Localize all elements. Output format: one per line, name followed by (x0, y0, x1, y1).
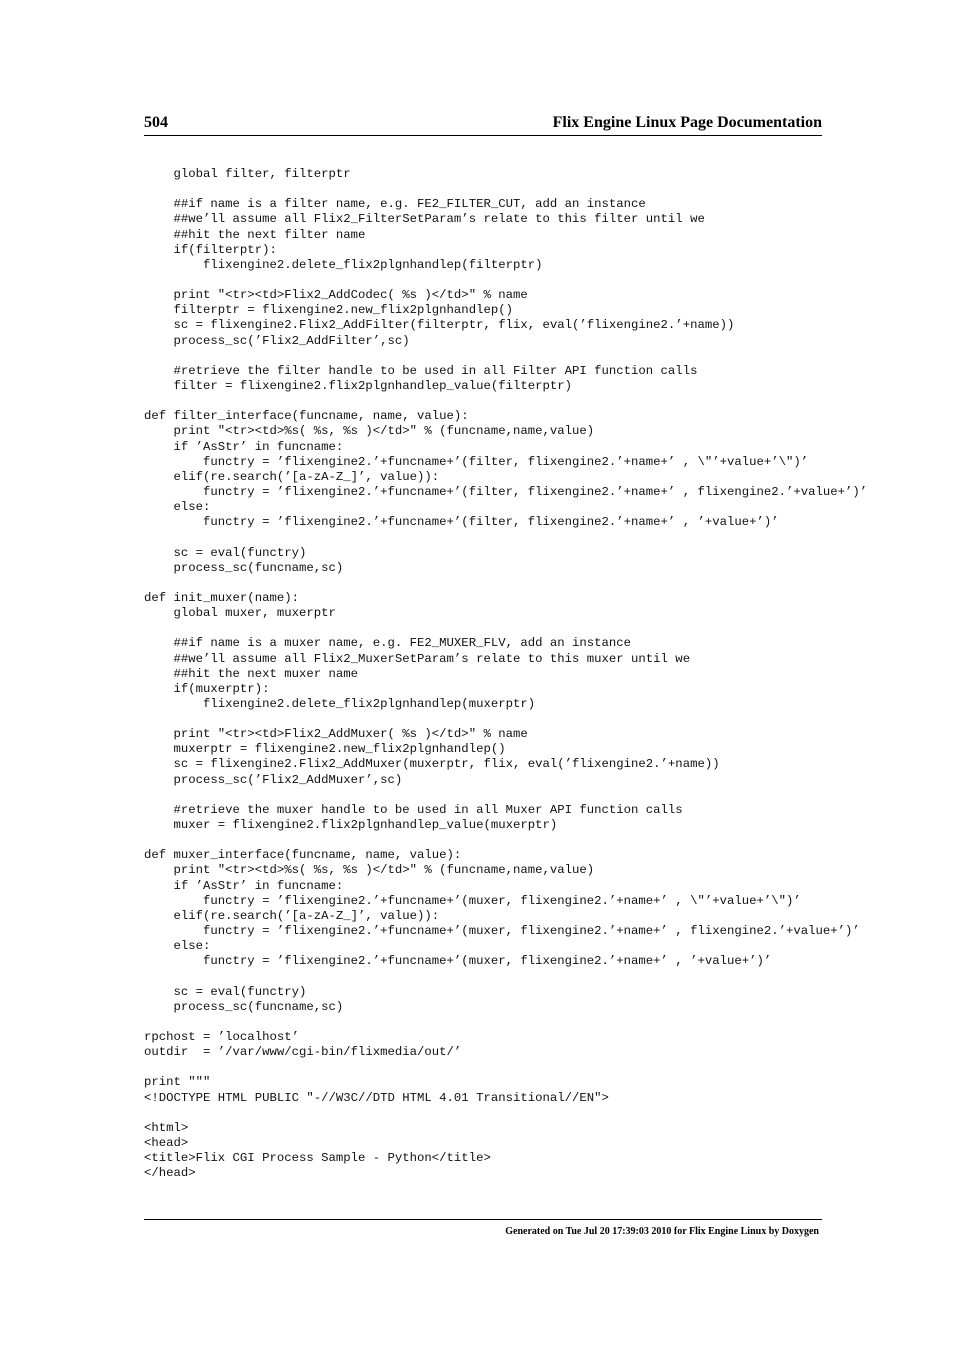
code-line: muxerptr = flixengine2.new_flix2plgnhandlep() (144, 742, 506, 757)
code-line (144, 530, 944, 545)
code-line: if ’AsStr’ in funcname: (144, 878, 344, 893)
code-line (144, 833, 944, 848)
code-line: elif(re.search(’[a-zA-Z_]’, value)): (144, 469, 440, 484)
code-line (144, 576, 944, 591)
code-listing (144, 167, 944, 1181)
code-line: elif(re.search(’[a-zA-Z_]’, value)): (144, 908, 440, 923)
code-line: functry = ’flixengine2.’+funcname+’(muxer, flixengine2.’+name+’ , \"’+value+’\")’ (144, 893, 801, 908)
code-line: #retrieve the filter handle to be used in all Filter API function calls (144, 363, 698, 378)
code-line: flixengine2.delete_flix2plgnhandlep(filterptr) (144, 257, 543, 272)
code-line (144, 349, 944, 364)
code-line (144, 712, 944, 727)
code-line: functry = ’flixengine2.’+funcname+’(filter, flixengine2.’+name+’ , ’+value+’)’ (144, 515, 779, 530)
code-line: else: (144, 939, 211, 954)
page-footer (144, 1219, 822, 1237)
code-line: def init_muxer(name): (144, 590, 299, 605)
code-line: print "<tr><td>%s( %s, %s )</td>" % (funcname,name,value) (144, 863, 595, 878)
code-line (144, 969, 944, 984)
code-line: #retrieve the muxer handle to be used in all Muxer API function calls (144, 802, 683, 817)
code-line: def muxer_interface(funcname, name, value): (144, 848, 462, 863)
code-line: <html> (144, 1120, 189, 1135)
page-header (144, 113, 822, 136)
code-line: ##hit the next filter name (144, 227, 366, 242)
code-line: sc = eval(functry) (144, 984, 307, 999)
code-line: ##we’ll assume all Flix2_MuxerSetParam’s relate to this muxer until we (144, 651, 691, 666)
code-line: sc = eval(functry) (144, 545, 307, 560)
document-title: Flix Engine Linux Page Documentation (552, 114, 822, 131)
code-line: functry = ’flixengine2.’+funcname+’(muxer, flixengine2.’+name+’ , flixengine2.’+value+’)’ (144, 924, 860, 939)
code-line: print "<tr><td>Flix2_AddCodec( %s )</td>" % name (144, 288, 528, 303)
code-line: else: (144, 500, 211, 515)
code-line: if ’AsStr’ in funcname: (144, 439, 344, 454)
code-line (144, 182, 944, 197)
code-line: process_sc(’Flix2_AddMuxer’,sc) (144, 772, 403, 787)
code-line: rpchost = ’localhost’ (144, 1030, 299, 1045)
code-line (144, 1060, 944, 1075)
footer-generated-text: Generated on Tue Jul 20 17:39:03 2010 for Flix Engine Linux by Doxygen (505, 1226, 819, 1237)
page-number: 504 (144, 114, 168, 131)
code-line: if(muxerptr): (144, 681, 270, 696)
code-line: def filter_interface(funcname, name, value): (144, 409, 469, 424)
code-line: functry = ’flixengine2.’+funcname+’(filter, flixengine2.’+name+’ , \"’+value+’\")’ (144, 454, 809, 469)
code-line: sc = flixengine2.Flix2_AddFilter(filterptr, flix, eval(’flixengine2.’+name)) (144, 318, 735, 333)
code-line: global muxer, muxerptr (144, 606, 336, 621)
code-line: ##hit the next muxer name (144, 666, 359, 681)
code-line: muxer = flixengine2.flix2plgnhandlep_value(muxerptr) (144, 818, 558, 833)
code-line: </head> (144, 1166, 196, 1181)
code-line (144, 394, 944, 409)
code-line: print """ (144, 1075, 211, 1090)
code-line: process_sc(funcname,sc) (144, 999, 344, 1014)
code-line: outdir = ’/var/www/cgi-bin/flixmedia/out/’ (144, 1045, 462, 1060)
code-line (144, 788, 944, 803)
code-line: if(filterptr): (144, 242, 277, 257)
code-line: ##if name is a muxer name, e.g. FE2_MUXER_FLV, add an instance (144, 636, 632, 651)
code-line: process_sc(funcname,sc) (144, 560, 344, 575)
code-line: filterptr = flixengine2.new_flix2plgnhandlep() (144, 303, 513, 318)
code-line: print "<tr><td>Flix2_AddMuxer( %s )</td>" % name (144, 727, 528, 742)
code-line: process_sc(’Flix2_AddFilter’,sc) (144, 333, 410, 348)
code-line: <title>Flix CGI Process Sample - Python</title> (144, 1151, 491, 1166)
code-line: ##we’ll assume all Flix2_FilterSetParam’s relate to this filter until we (144, 212, 705, 227)
code-line (144, 1015, 944, 1030)
code-line: <!DOCTYPE HTML PUBLIC "-//W3C//DTD HTML 4.01 Transitional//EN"> (144, 1090, 609, 1105)
code-line (144, 1106, 944, 1121)
code-line (144, 273, 944, 288)
code-line: functry = ’flixengine2.’+funcname+’(muxer, flixengine2.’+name+’ , ’+value+’)’ (144, 954, 772, 969)
code-line: filter = flixengine2.flix2plgnhandlep_value(filterptr) (144, 378, 573, 393)
code-line (144, 621, 944, 636)
code-line: functry = ’flixengine2.’+funcname+’(filter, flixengine2.’+name+’ , flixengine2.’+value+’)’ (144, 484, 868, 499)
code-line: global filter, filterptr (144, 167, 351, 181)
code-line: <head> (144, 1136, 189, 1150)
code-line: flixengine2.delete_flix2plgnhandlep(muxerptr) (144, 696, 536, 711)
code-line: sc = flixengine2.Flix2_AddMuxer(muxerptr, flix, eval(’flixengine2.’+name)) (144, 757, 720, 772)
code-line: print "<tr><td>%s( %s, %s )</td>" % (funcname,name,value) (144, 424, 595, 439)
code-line: ##if name is a filter name, e.g. FE2_FILTER_CUT, add an instance (144, 197, 646, 212)
